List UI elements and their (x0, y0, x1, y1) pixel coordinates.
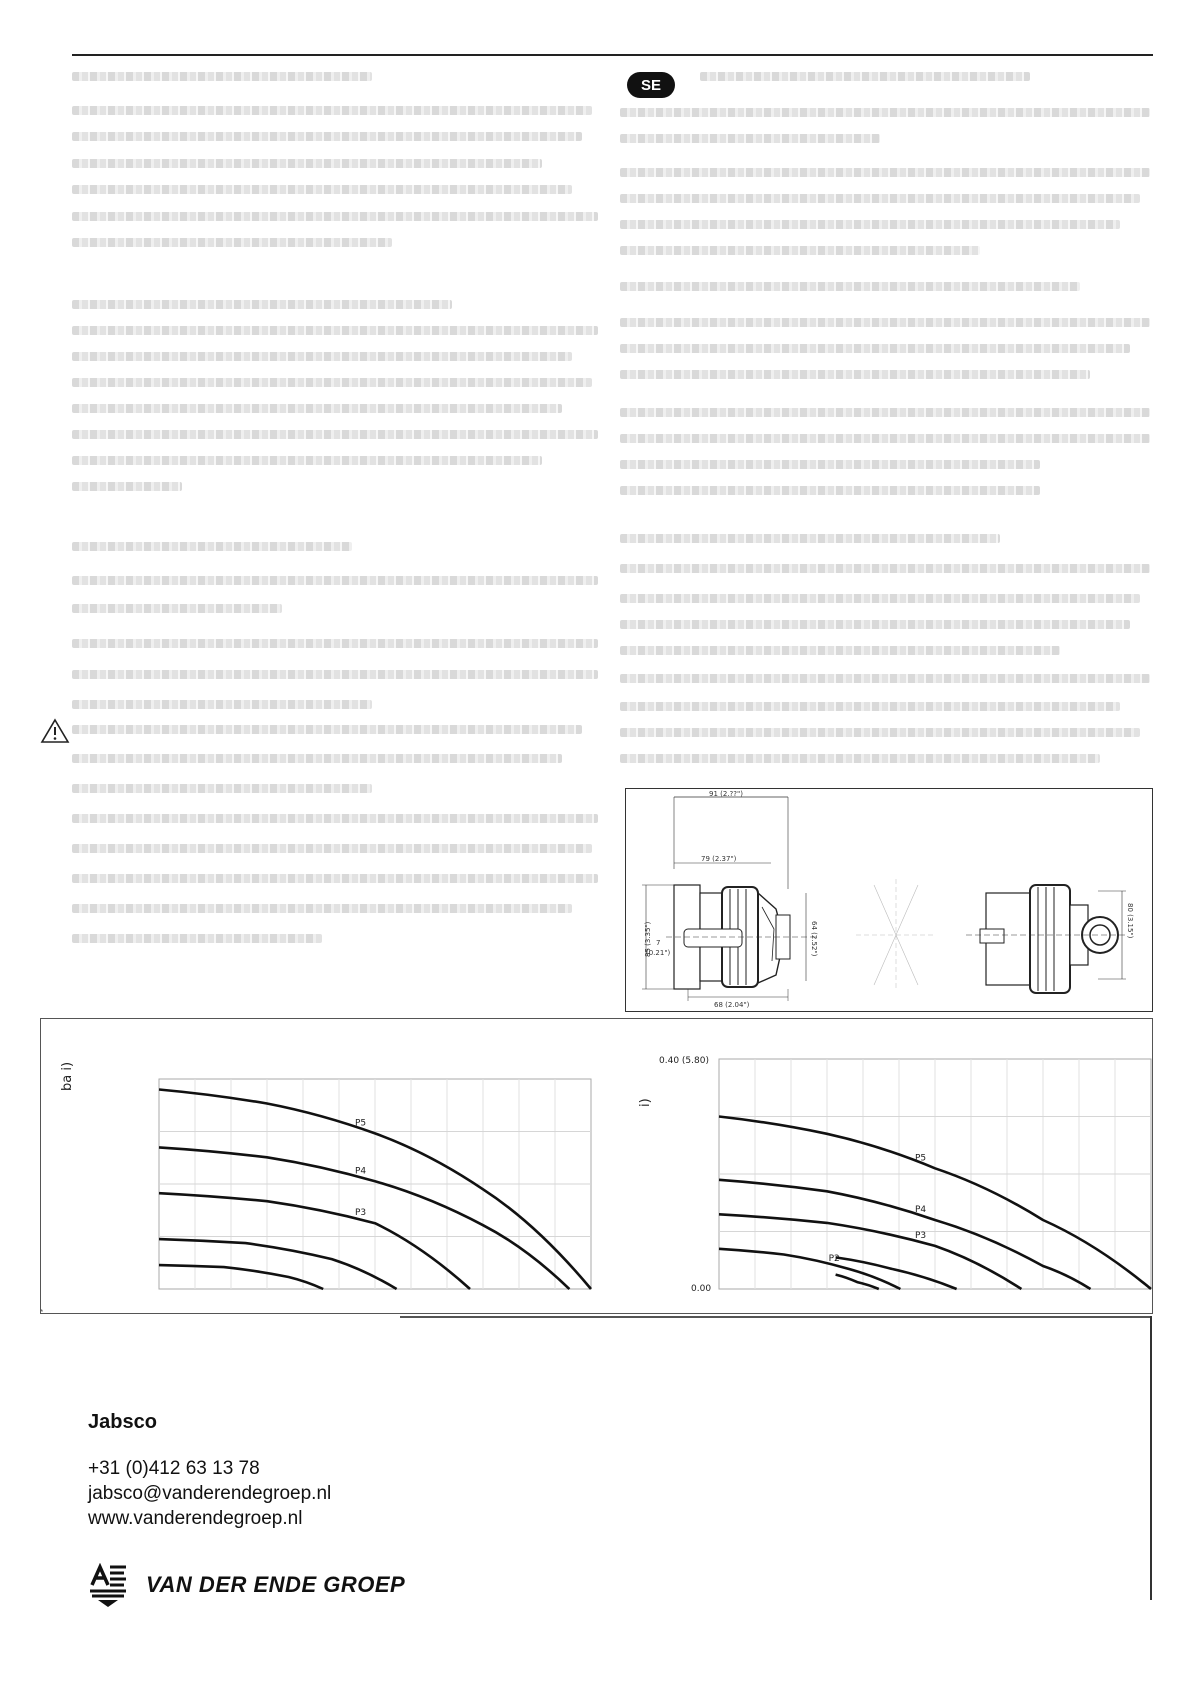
right-chart-ytick-top: 0.40 (5.80) (659, 1056, 709, 1066)
company-name: Jabsco (88, 1411, 157, 1433)
language-badge: SE (627, 72, 675, 98)
svg-text:7: 7 (656, 939, 661, 947)
chart-0-label-p5: P5 (355, 1118, 367, 1129)
top-rule (72, 54, 1153, 56)
warning-icon (40, 718, 70, 744)
logo-text: VAN DER ENDE GROEP (146, 1572, 406, 1597)
dim-base-width: 68 (2.04") (714, 1001, 750, 1009)
left-chart-ylabel: ba i) (60, 1061, 75, 1091)
dim-body-width: 79 (2.37") (701, 855, 737, 863)
dim-overall-width: 91 (2.??") (709, 790, 743, 798)
chart-1-label-p2: P2 (828, 1253, 840, 1264)
right-chart-ytick-bottom: 0.00 (691, 1284, 712, 1294)
chart-1-label-p3: P3 (915, 1230, 927, 1241)
chart-1-series-curve-4 (836, 1257, 957, 1289)
vanderende-logo (88, 1563, 405, 1607)
chart-0-label-p4: P4 (355, 1166, 367, 1177)
dimension-drawing (625, 788, 1153, 1012)
performance-charts-panel (40, 1018, 1153, 1314)
footer-side-rule (1150, 1316, 1152, 1600)
contact-phone: +31 (0)412 63 13 78 (88, 1458, 260, 1479)
svg-text:85 (3.35"): 85 (3.35") (644, 921, 652, 957)
chart-1-series-p2 (719, 1249, 900, 1289)
contact-website[interactable]: www.vanderendegroep.nl (88, 1508, 303, 1529)
contact-email[interactable]: jabsco@vanderendegroep.nl (88, 1483, 332, 1504)
right-text-column (620, 64, 1152, 784)
footer-rule (400, 1316, 1152, 1318)
chart-0-label-p3: P3 (355, 1208, 367, 1219)
svg-text:64 (2.52"): 64 (2.52") (810, 921, 818, 957)
right-chart-ylabel: i) (638, 1098, 653, 1107)
svg-text:80 (3.15"): 80 (3.15") (1126, 903, 1134, 939)
chart-0-series-curve-4 (159, 1265, 323, 1289)
chart-1-label-p4: P4 (915, 1205, 927, 1215)
chart-1-label-p5: P5 (915, 1153, 927, 1164)
vanderende-logo-icon (88, 1563, 128, 1607)
page-corner-mark: * (40, 1308, 44, 1317)
left-text-column (72, 64, 600, 994)
dim-flange: (0.21") (646, 949, 671, 957)
